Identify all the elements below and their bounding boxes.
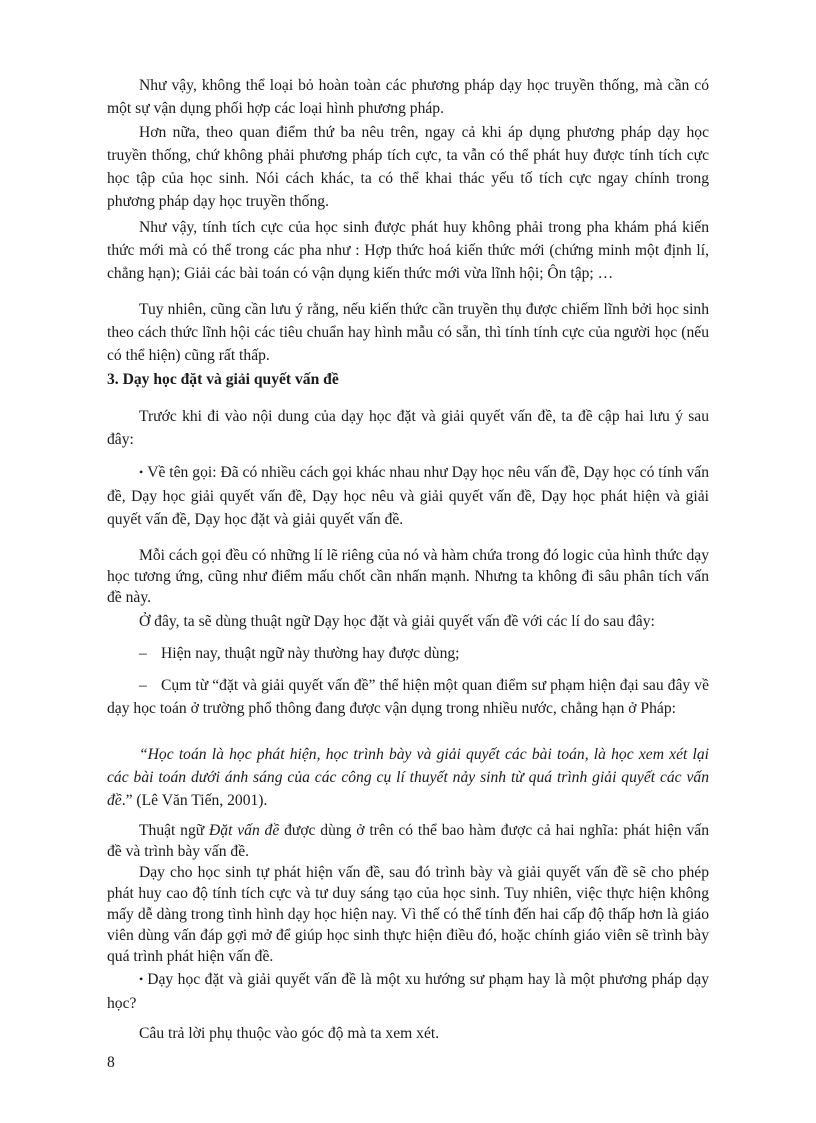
quote <box>107 743 709 812</box>
paragraph-10: Câu trả lời phụ thuộc vào góc độ mà ta xem xét. <box>139 1025 440 1042</box>
paragraph-3: Như vậy, tính tích cực của học sinh được phát huy không phải trong pha khám phá kiến thức mới mà có thể trong các pha như : Hợp thức hoá kiến thức mới (chứng minh một định lí, chẳng hạn); Giải các bài toán có vận dụng kiến thức mới vừa lĩnh hội; Ôn tập; … <box>107 219 709 282</box>
bullet-item-2 <box>107 968 709 1015</box>
dash-item-2 <box>107 674 709 720</box>
dash-icon: – <box>139 677 147 694</box>
quote-citation: .” (Lê Văn Tiến, 2001). <box>121 792 268 809</box>
bullet-item-2-text: Dạy học đặt và giải quyết vấn đề là một xu hướng sư phạm hay là một phương pháp dạy học? <box>107 971 709 1012</box>
dash-item-1-text: Hiện nay, thuật ngữ này thường hay được dùng; <box>161 645 460 662</box>
paragraph-8 <box>107 820 709 862</box>
dash-item-2-text: Cụm từ “đặt và giải quyết vấn đề” thể hiện một quan điểm sư phạm hiện đại sau đây về dạy học toán ở trường phổ thông đang được vận dụng trong nhiều nước, chẳng hạn ở Pháp: <box>107 677 709 717</box>
paragraph-8-text-b: được dùng ở trên có thể bao hàm được cả hai nghĩa: phát hiện vấn đề và trình bày vấn đề. <box>107 822 710 860</box>
page-number: 8 <box>107 1054 115 1071</box>
bullet-icon: • <box>139 465 144 479</box>
paragraph-4: Tuy nhiên, cũng cần lưu ý rằng, nếu kiến thức cần truyền thụ được chiếm lĩnh bởi học sinh theo cách thức lĩnh hội các tiêu chuẩn hay hình mẫu có sẵn, thì tính tính cực của người học (nếu có thể hiện) cũng rất thấp. <box>107 301 709 364</box>
paragraph-8-italic-term: Đặt vấn đề <box>209 822 280 839</box>
dash-icon: – <box>139 645 147 662</box>
bullet-item-1-text: Về tên gọi: Đã có nhiều cách gọi khác nhau như Dạy học nêu vấn đề, Dạy học có tính vấn đề, Dạy học giải quyết vấn đề, Dạy học nêu và giải quyết vấn đề, Dạy học phát hiện và giải quyết vấn đề, Dạy học đặt và giải quyết vấn đề. <box>107 464 709 528</box>
paragraph-1: Như vậy, không thể loại bỏ hoàn toàn các phương pháp dạy học truyền thống, mà cần có một sự vận dụng phối hợp các loại hình phương pháp. <box>107 77 709 117</box>
quote-italic-text: “Học toán là học phát hiện, học trình bày và giải quyết các bài toán, là học xem xét lại các bài toán dưới ánh sáng của các công cụ lí thuyết nảy sinh từ quá trình giải quyết các vấn đề <box>107 746 709 809</box>
paragraph-8-text-a: Thuật ngữ <box>139 822 210 839</box>
paragraph-2: Hơn nữa, theo quan điểm thứ ba nêu trên, ngay cả khi áp dụng phương pháp dạy học truyền thống, chứ không phải phương pháp tích cực, ta vẫn có thể phát huy được tính tích cực học tập của học sinh. Nói cách khác, ta có thể khai thác yếu tố tích cực ngay chính trong phương pháp dạy học truyền thống. <box>107 124 709 210</box>
bullet-item-1 <box>107 461 709 531</box>
paragraph-7: Ở đây, ta sẽ dùng thuật ngữ Dạy học đặt và giải quyết vấn đề với các lí do sau đây: <box>139 613 655 630</box>
dash-item-1 <box>107 642 709 665</box>
paragraph-5: Trước khi đi vào nội dung của dạy học đặt và giải quyết vấn đề, ta đề cập hai lưu ý sau đây: <box>107 408 709 448</box>
paragraph-6: Mỗi cách gọi đều có những lí lẽ riêng của nó và hàm chứa trong đó logic của hình thức dạy học tương ứng, cũng như điểm mấu chốt cần nhấn mạnh. Nhưng ta không đi sâu phân tích vấn đề này. <box>107 547 709 606</box>
section-heading: 3. Dạy học đặt và giải quyết vấn đề <box>107 371 339 388</box>
bullet-icon: • <box>139 972 144 986</box>
paragraph-9: Dạy cho học sinh tự phát hiện vấn đề, sau đó trình bày và giải quyết vấn đề sẽ cho phép phát huy cao độ tính tích cực và tư duy sáng tạo của học sinh. Tuy nhiên, việc thực hiện không mấy dễ dàng trong tình hình dạy học hiện nay. Vì thế có thể tính đến hai cấp độ thấp hơn là giáo viên dùng vấn đáp gợi mở để giúp học sinh thực hiện điều đó, hoặc chính giáo viên sẽ trình bày quá trình phát hiện vấn đề. <box>107 864 709 965</box>
